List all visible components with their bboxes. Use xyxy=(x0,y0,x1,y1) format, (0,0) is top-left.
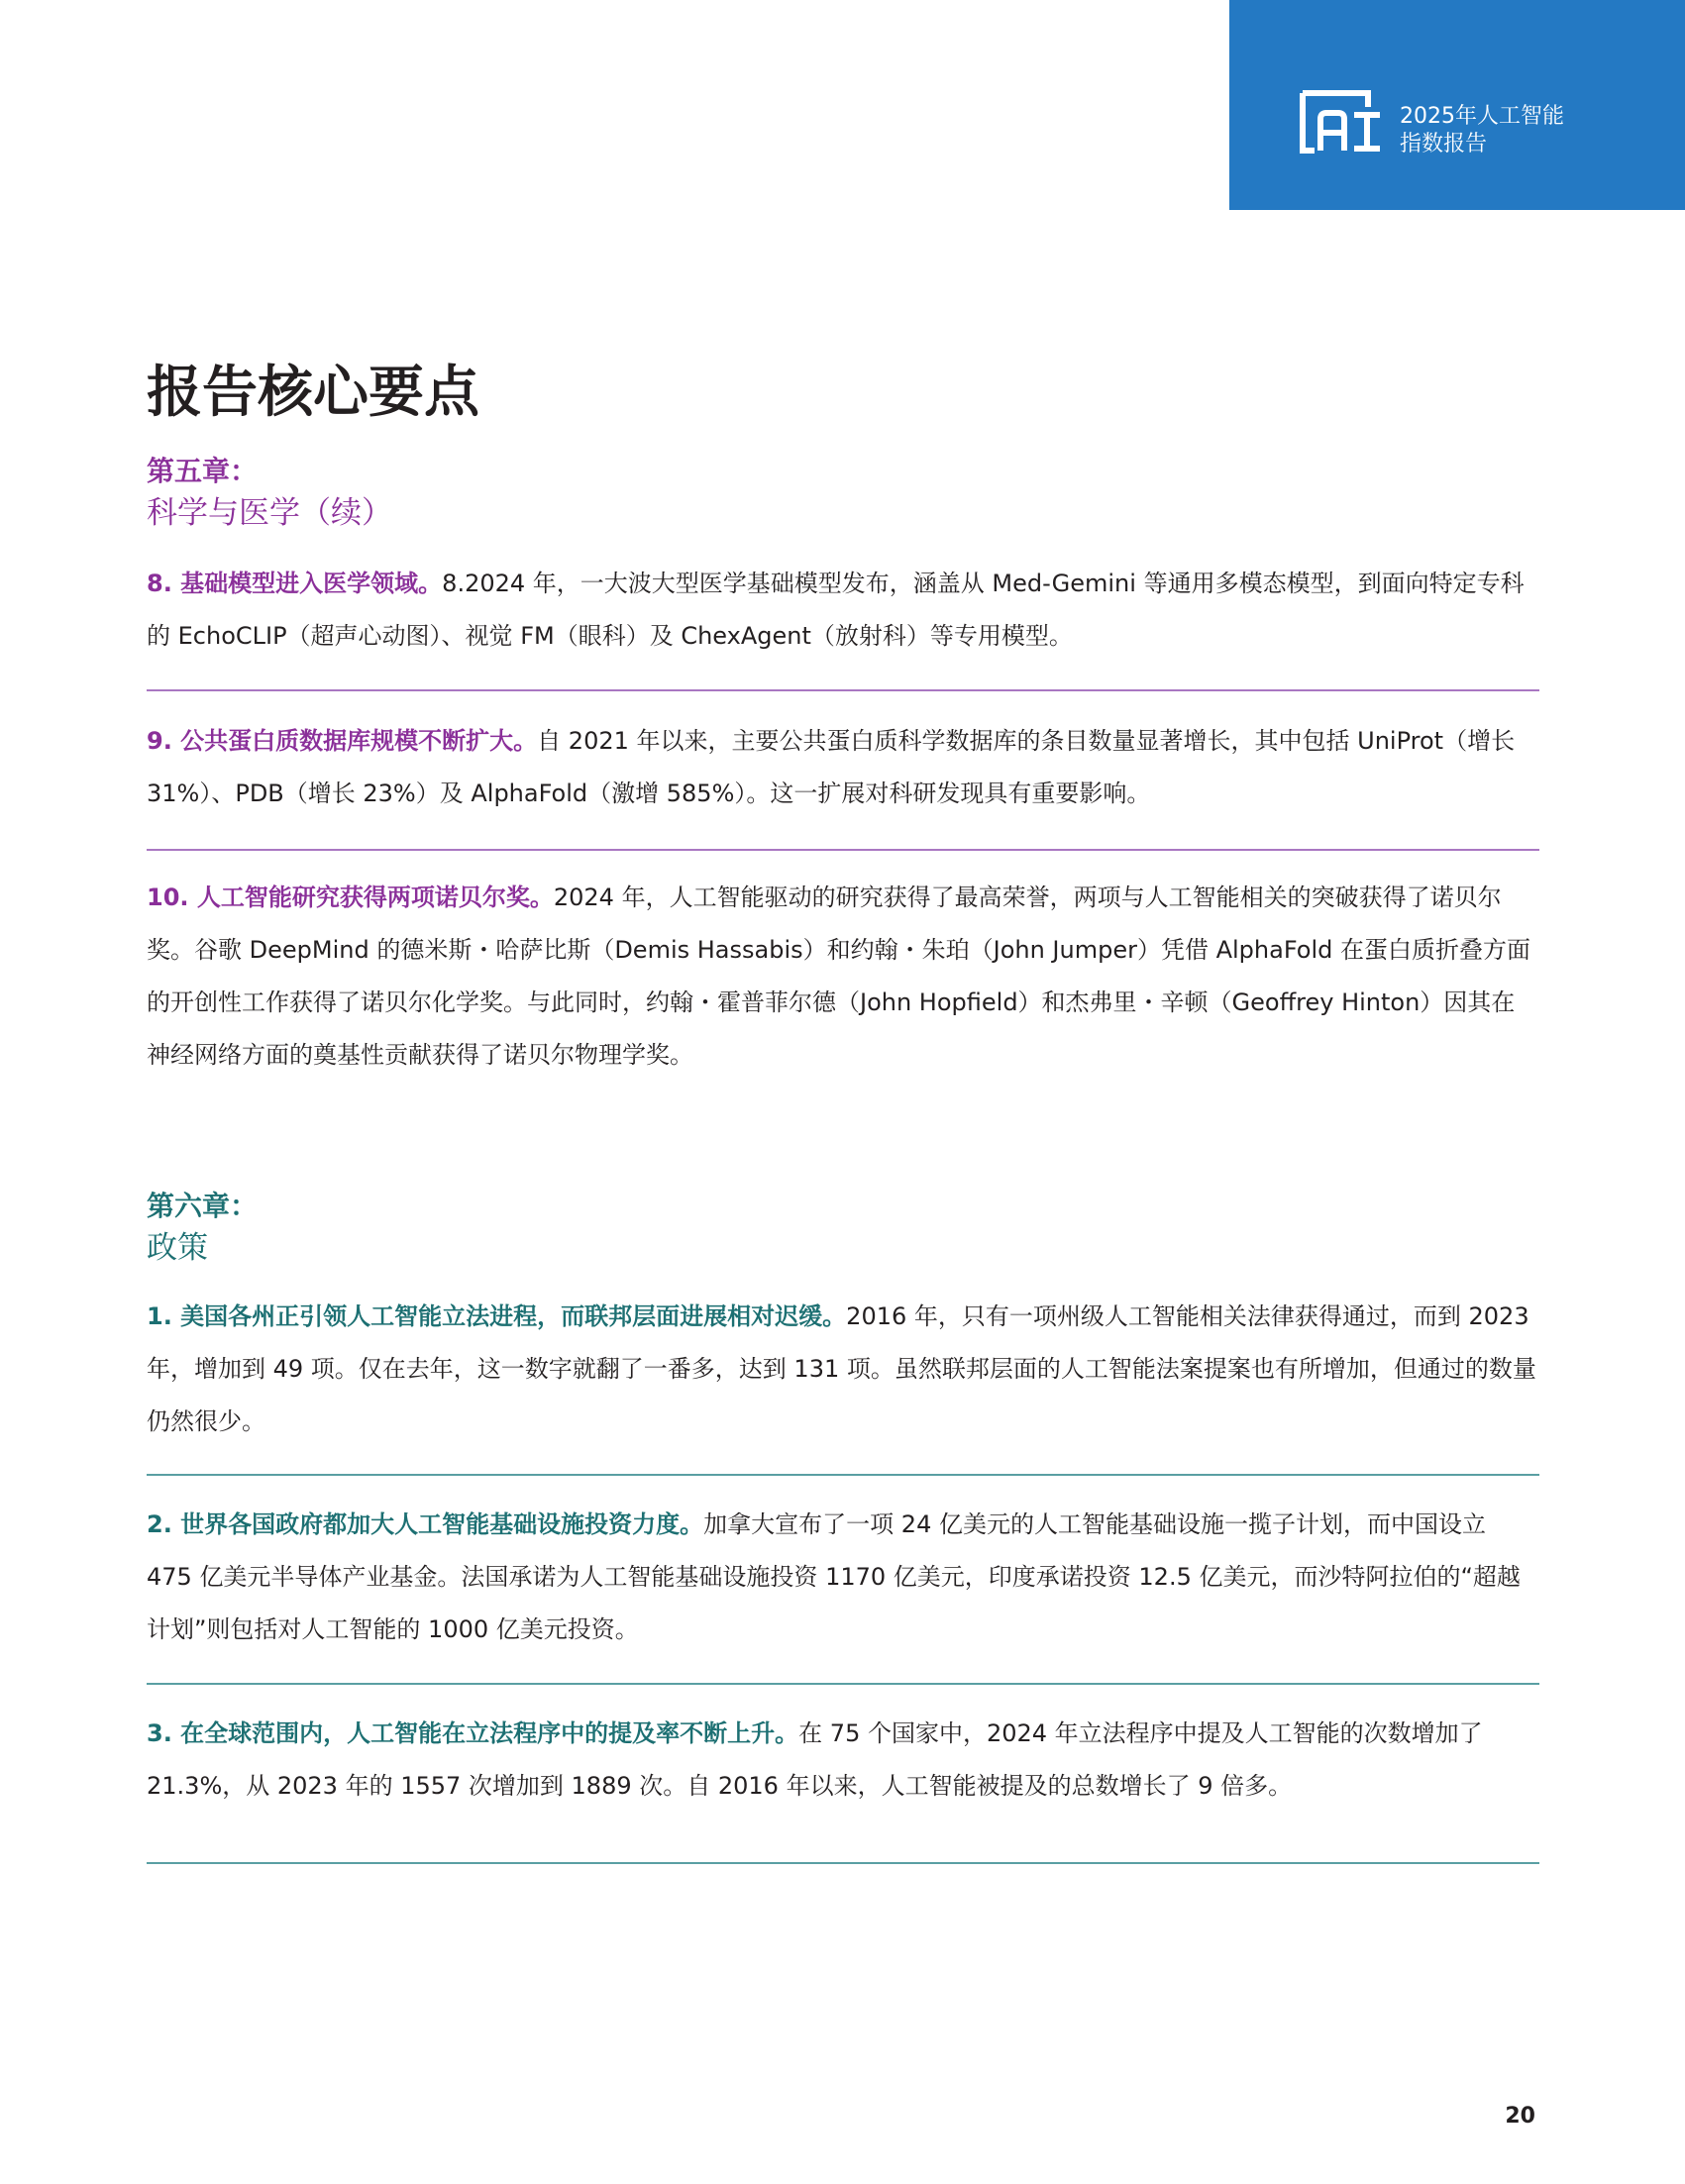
item-text: 2024 年，人工智能驱动的研究获得了最高荣誉，两项与人工智能相关的突破获得了诺贝尔奖。谷歌 DeepMind 的德米斯・哈萨比斯（Demis Hassabis）和约翰・朱珀（John Jumper）凭借 AlphaFold 在蛋白质折叠方面的开创性工作获得了诺贝尔化学奖。与此同时，约翰・霍普菲尔德（John Hopfield）和杰弗里・辛顿（Geoffrey Hinton）因其在神经网络方面的奠基性贡献获得了诺贝尔物理学奖。 xyxy=(147,884,1531,1069)
chapter5-subtitle: 科学与医学（续） xyxy=(147,495,392,531)
item-paragraph xyxy=(147,1291,1538,1448)
item-text: 自 2021 年以来，主要公共蛋白质科学数据库的条目数量显著增长，其中包括 UniProt（增长 31%）、PDB（增长 23%）及 AlphaFold（激增 585%）。这一扩展对科研发现具有重要影响。 xyxy=(147,727,1516,807)
page-number: 20 xyxy=(1505,2104,1535,2129)
divider xyxy=(147,849,1539,851)
chapter5-item-9 xyxy=(147,715,1538,820)
divider xyxy=(147,689,1539,691)
report-title xyxy=(1400,103,1657,158)
report-header-banner xyxy=(1229,0,1685,210)
chapter5-item-10 xyxy=(147,872,1538,1082)
report-title-line2: 指数报告 xyxy=(1400,132,1488,156)
item-lead: 10. 人工智能研究获得两项诺贝尔奖。 xyxy=(147,884,554,911)
item-lead: 1. 美国各州正引领人工智能立法进程，而联邦层面进展相对迟缓。 xyxy=(147,1302,847,1330)
divider xyxy=(147,1683,1539,1685)
item-lead: 2. 世界各国政府都加大人工智能基础设施投资力度。 xyxy=(147,1510,704,1538)
item-lead: 9. 公共蛋白质数据库规模不断扩大。 xyxy=(147,727,538,755)
item-paragraph xyxy=(147,558,1538,663)
chapter6-item-3 xyxy=(147,1708,1538,1813)
item-lead: 3. 在全球范围内，人工智能在立法程序中的提及率不断上升。 xyxy=(147,1719,799,1747)
report-title-line1: 2025年人工智能 xyxy=(1400,104,1564,129)
chapter6-label: 第六章： xyxy=(147,1190,259,1222)
divider xyxy=(147,1862,1539,1864)
chapter6-item-2 xyxy=(147,1499,1538,1656)
ai-logo-icon xyxy=(1299,85,1384,156)
chapter6-item-1 xyxy=(147,1291,1538,1448)
chapter5-label: 第五章： xyxy=(147,455,259,487)
item-text: 加拿大宣布了一项 24 亿美元的人工智能基础设施一揽子计划，而中国设立 475 亿美元半导体产业基金。法国承诺为人工智能基础设施投资 1170 亿美元，印度承诺投资 12.5 亿美元，而沙特阿拉伯的“超越计划”则包括对人工智能的 1000 亿美元投资。 xyxy=(147,1510,1521,1643)
item-text: 在 75 个国家中，2024 年立法程序中提及人工智能的次数增加了 21.3%，从 2023 年的 1557 次增加到 1889 次。自 2016 年以来，人工智能被提及的总数增长了 9 倍多。 xyxy=(147,1719,1483,1800)
item-text: 2016 年，只有一项州级人工智能相关法律获得通过，而到 2023 年，增加到 49 项。仅在去年，这一数字就翻了一番多，达到 131 项。虽然联邦层面的人工智能法案提案也有所增加，但通过的数量仍然很少。 xyxy=(147,1302,1536,1435)
page-title: 报告核心要点 xyxy=(147,361,479,425)
item-paragraph xyxy=(147,872,1538,1082)
chapter5-heading xyxy=(147,452,1538,535)
chapter6-heading xyxy=(147,1187,1538,1270)
item-paragraph xyxy=(147,1499,1538,1656)
divider xyxy=(147,1474,1539,1476)
chapter6-subtitle: 政策 xyxy=(147,1230,208,1266)
item-paragraph xyxy=(147,715,1538,820)
item-paragraph xyxy=(147,1708,1538,1813)
item-lead: 8. 基础模型进入医学领域。 xyxy=(147,570,443,597)
ai-index-logo xyxy=(1299,85,1384,156)
item-text: 8.2024 年，一大波大型医学基础模型发布，涵盖从 Med-Gemini 等通用多模态模型，到面向特定专科的 EchoCLIP（超声心动图）、视觉 FM（眼科）及 ChexAgent（放射科）等专用模型。 xyxy=(147,570,1525,650)
chapter5-item-8 xyxy=(147,558,1538,663)
